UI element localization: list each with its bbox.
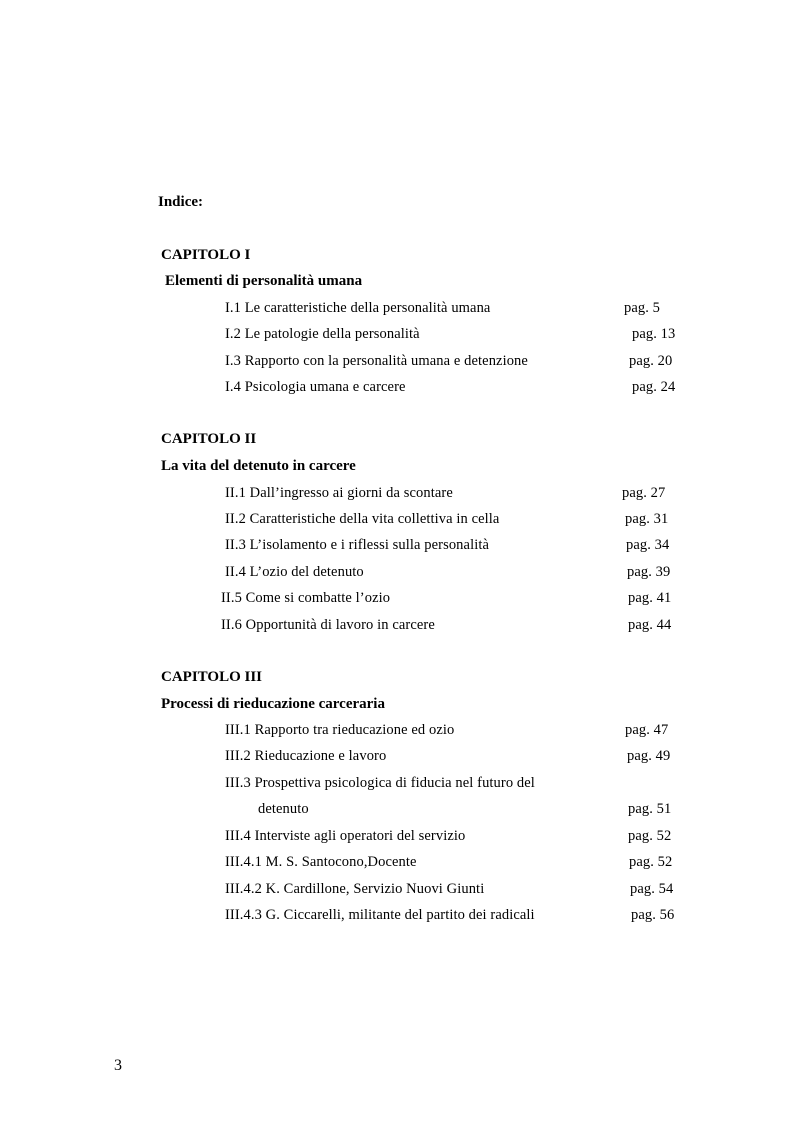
toc-entry-text[interactable]: III.4.1 M. S. Santocono,Docente	[225, 854, 417, 870]
toc-entry-page: pag. 20	[629, 353, 673, 369]
toc-entry-text[interactable]: III.4.2 K. Cardillone, Servizio Nuovi Giunti	[225, 881, 485, 897]
toc-entry-page: pag. 52	[628, 828, 672, 844]
index-title: Indice:	[158, 194, 203, 210]
toc-entry-page: pag. 41	[628, 590, 672, 606]
toc-entry-text[interactable]: detenuto	[258, 801, 309, 817]
toc-entry-page: pag. 56	[631, 907, 675, 923]
toc-entry-page: pag. 5	[624, 300, 661, 316]
chapter-2-title: La vita del detenuto in carcere	[161, 458, 356, 474]
toc-entry-text[interactable]: III.4.3 G. Ciccarelli, militante del partito dei radicali	[225, 907, 535, 923]
toc-entry-text[interactable]: III.3 Prospettiva psicologica di fiducia nel futuro del	[225, 775, 535, 791]
toc-entry-page: pag. 51	[628, 801, 672, 817]
toc-entry-page: pag. 39	[627, 564, 671, 580]
toc-entry-text[interactable]: III.1 Rapporto tra rieducazione ed ozio	[225, 722, 455, 738]
toc-entry-text[interactable]: II.4 L’ozio del detenuto	[225, 564, 364, 580]
toc-entry-text[interactable]: II.1 Dall’ingresso ai giorni da scontare	[225, 485, 453, 501]
toc-entry-text[interactable]: III.2 Rieducazione e lavoro	[225, 748, 387, 764]
toc-entry-text[interactable]: III.4 Interviste agli operatori del servizio	[225, 828, 466, 844]
toc-entry-page: pag. 13	[632, 326, 676, 342]
toc-entry-page: pag. 49	[627, 748, 671, 764]
toc-entry-text[interactable]: I.1 Le caratteristiche della personalità umana	[225, 300, 491, 316]
toc-entry-text[interactable]: II.3 L’isolamento e i riflessi sulla personalità	[225, 537, 489, 553]
toc-entry-page: pag. 34	[626, 537, 670, 553]
toc-entry-text[interactable]: II.2 Caratteristiche della vita collettiva in cella	[225, 511, 500, 527]
chapter-2-heading: CAPITOLO II	[161, 431, 257, 447]
toc-entry-page: pag. 31	[625, 511, 669, 527]
chapter-3-title: Processi di rieducazione carceraria	[161, 696, 385, 712]
toc-entry-page: pag. 54	[630, 881, 674, 897]
toc-entry-text[interactable]: I.4 Psicologia umana e carcere	[225, 379, 406, 395]
chapter-1-heading: CAPITOLO I	[161, 247, 251, 263]
chapter-3-heading: CAPITOLO III	[161, 669, 263, 685]
toc-entry-text[interactable]: II.6 Opportunità di lavoro in carcere	[221, 617, 435, 633]
toc-entry-text[interactable]: II.5 Come si combatte l’ozio	[221, 590, 391, 606]
toc-entry-page: pag. 47	[625, 722, 669, 738]
toc-entry-page: pag. 24	[632, 379, 676, 395]
chapter-1-title: Elementi di personalità umana	[165, 273, 363, 289]
toc-entry-page: pag. 44	[628, 617, 672, 633]
toc-entry-text[interactable]: I.3 Rapporto con la personalità umana e detenzione	[225, 353, 528, 369]
page-number: 3	[114, 1057, 122, 1074]
toc-entry-page: pag. 27	[622, 485, 666, 501]
toc-entry-page: pag. 52	[629, 854, 673, 870]
toc-entry-text[interactable]: I.2 Le patologie della personalità	[225, 326, 420, 342]
